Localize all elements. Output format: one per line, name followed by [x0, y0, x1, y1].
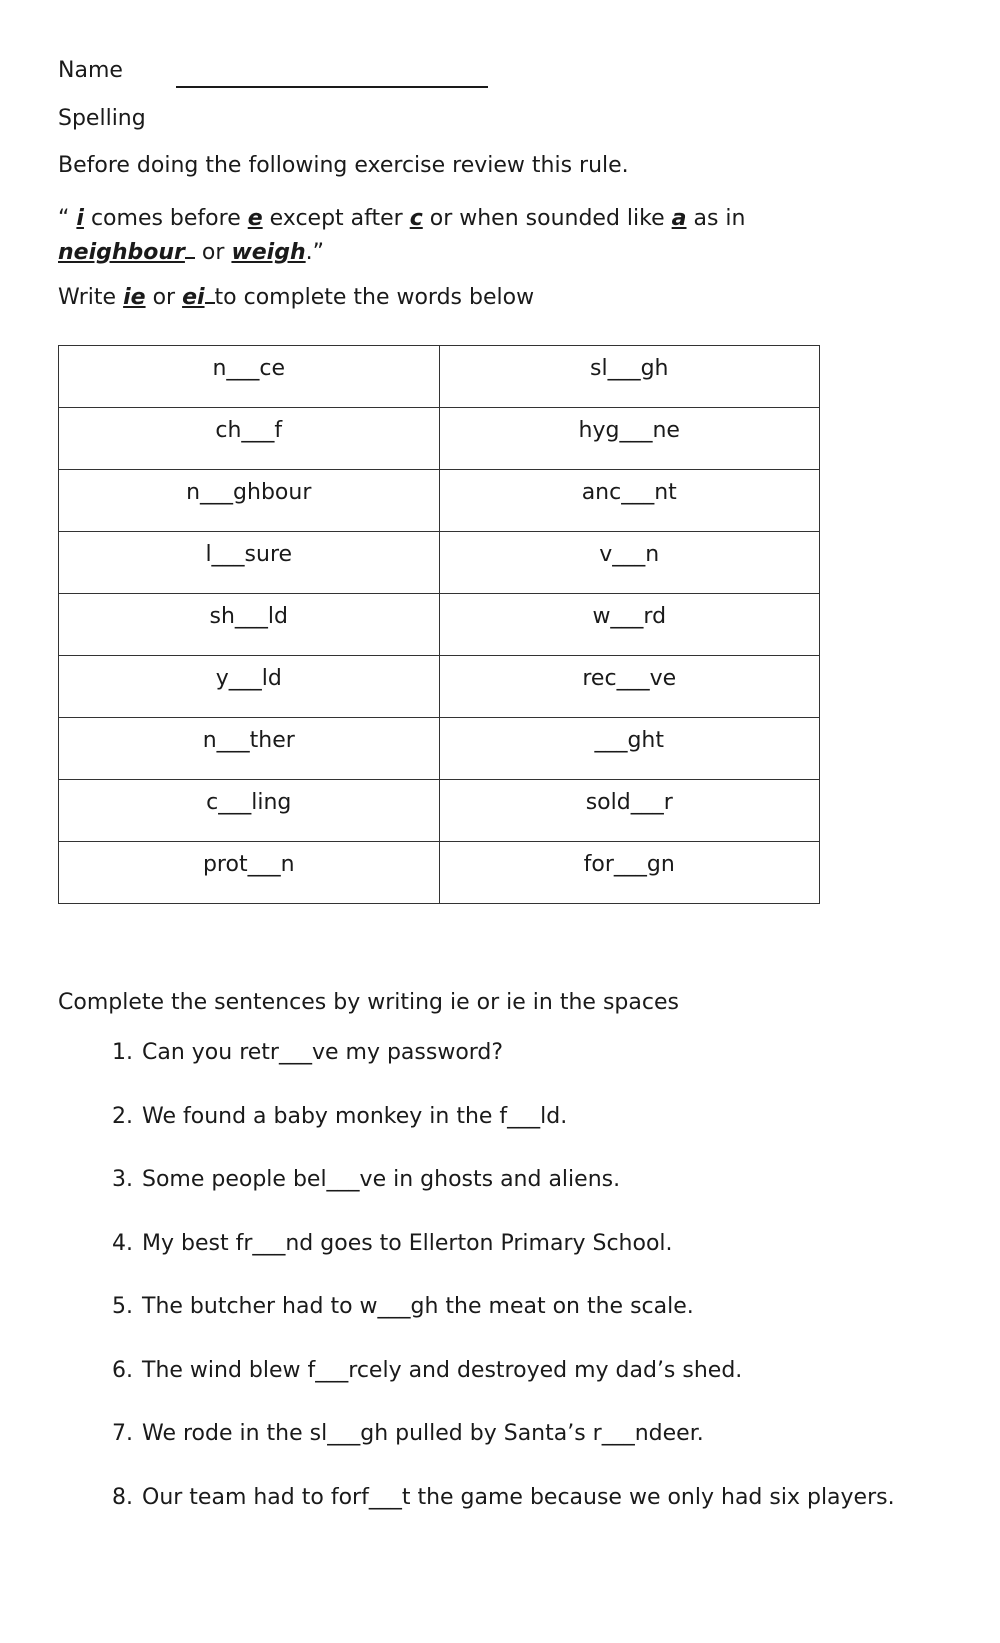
sentence-text: The wind blew f___rcely and destroyed my dad’s shed.	[142, 1357, 743, 1383]
item-number: 7.	[112, 1421, 133, 1446]
word-cell[interactable]: ___ght	[439, 718, 820, 780]
list-item[interactable]	[112, 1358, 895, 1422]
word-completion-table	[58, 345, 820, 904]
word-cell[interactable]: for___gn	[439, 842, 820, 904]
item-number: 6.	[112, 1357, 133, 1383]
spelling-rule	[58, 202, 878, 270]
sentence-text: We found a baby monkey in the f___ld.	[142, 1103, 568, 1129]
intro-text: Before doing the following exercise review this rule.	[58, 153, 629, 178]
list-item[interactable]	[112, 1231, 895, 1295]
word-cell[interactable]: v___n	[439, 532, 820, 594]
sentence-text: Some people bel___ve in ghosts and aliens.	[142, 1167, 621, 1192]
word-cell[interactable]: n___ther	[59, 718, 440, 780]
list-item[interactable]	[112, 1485, 895, 1549]
table-row	[59, 780, 820, 842]
sentence-text: We rode in the sl___gh pulled by Santa’s r___ndeer.	[142, 1421, 704, 1446]
rule-letter-e: e	[247, 206, 263, 231]
name-label: Name	[58, 58, 123, 83]
sentence-list	[112, 1040, 895, 1548]
table-row	[59, 532, 820, 594]
list-item[interactable]	[112, 1167, 895, 1231]
rule-text-3: or when sounded like	[429, 206, 665, 231]
table-row	[59, 718, 820, 780]
table-row	[59, 656, 820, 718]
item-number: 1.	[112, 1040, 133, 1065]
table-row	[59, 842, 820, 904]
sentence-text: Our team had to forf___t the game because we only had six players.	[142, 1484, 895, 1510]
word-cell[interactable]: rec___ve	[439, 656, 820, 718]
list-item[interactable]	[112, 1294, 895, 1358]
rule-text-5: or	[201, 240, 225, 265]
item-number: 4.	[112, 1230, 133, 1256]
word-cell[interactable]: prot___n	[59, 842, 440, 904]
name-blank-line[interactable]	[176, 86, 488, 88]
word-cell[interactable]: hyg___ne	[439, 408, 820, 470]
item-number: 2.	[112, 1103, 133, 1129]
worksheet-title: Spelling	[58, 106, 146, 131]
list-item[interactable]	[112, 1421, 895, 1485]
item-number: 8.	[112, 1484, 133, 1510]
sentence-text: My best fr___nd goes to Ellerton Primary School.	[142, 1230, 673, 1256]
word-cell[interactable]: l___sure	[59, 532, 440, 594]
word-cell[interactable]: w___rd	[439, 594, 820, 656]
sentence-text: The butcher had to w___gh the meat on the scale.	[142, 1294, 694, 1319]
instruction-text-2: or	[152, 285, 176, 310]
sentence-text: Can you retr___ve my password?	[142, 1040, 504, 1065]
rule-close-quote: .”	[305, 240, 325, 265]
item-number: 3.	[112, 1167, 133, 1192]
rule-word-weigh: weigh	[231, 240, 306, 265]
sentences-instruction: Complete the sentences by writing ie or ie in the spaces	[58, 990, 679, 1015]
word-cell[interactable]: c___ling	[59, 780, 440, 842]
instruction-ei: ei	[182, 285, 205, 310]
instruction-underline-gap	[205, 284, 215, 304]
word-cell[interactable]: ch___f	[59, 408, 440, 470]
word-cell[interactable]: sh___ld	[59, 594, 440, 656]
rule-letter-a: a	[671, 206, 687, 231]
list-item[interactable]	[112, 1104, 895, 1168]
rule-underline-gap	[185, 239, 195, 259]
rule-letter-i: i	[76, 206, 84, 231]
rule-text-4: as in	[693, 206, 746, 231]
word-cell[interactable]: n___ce	[59, 346, 440, 408]
list-item[interactable]	[112, 1040, 895, 1104]
rule-word-neighbour: neighbour	[58, 240, 185, 265]
word-cell[interactable]: n___ghbour	[59, 470, 440, 532]
word-cell[interactable]: anc___nt	[439, 470, 820, 532]
rule-letter-c: c	[409, 206, 423, 231]
rule-open-quote: “	[58, 206, 70, 231]
rule-text-2: except after	[269, 206, 403, 231]
instruction-text-1: Write	[58, 285, 117, 310]
table-instruction	[58, 284, 534, 310]
instruction-text-3: to complete the words below	[214, 285, 535, 310]
table-row	[59, 408, 820, 470]
word-cell[interactable]: y___ld	[59, 656, 440, 718]
table-row	[59, 470, 820, 532]
table-row	[59, 594, 820, 656]
instruction-ie: ie	[123, 285, 146, 310]
rule-text-1: comes before	[90, 206, 241, 231]
word-cell[interactable]: sold___r	[439, 780, 820, 842]
item-number: 5.	[112, 1294, 133, 1319]
word-cell[interactable]: sl___gh	[439, 346, 820, 408]
table-row	[59, 346, 820, 408]
